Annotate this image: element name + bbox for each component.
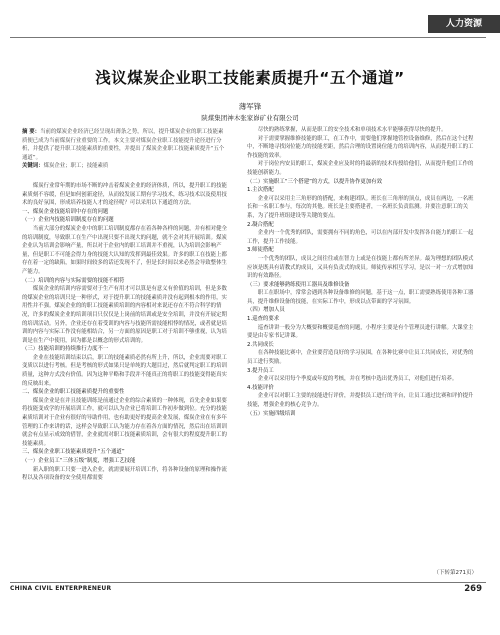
paragraph: 企业可以采用主三角形的的搭配，来构建团队。班长在三角形的顶点，成员在两边，一名班长和一名职工参与，每次的其他。班长是主要搭建者，一名班长负责监测。并要注意职工的关系，为了提升班组建设等关键的要点。 bbox=[247, 195, 474, 219]
paragraph: 企业在技能培训结束以后，职工的技能素质必然有所上升，所以，企业需要对职工变质以以进行考核。但是考核的形式如果只是单纯的大题目过，然后就判定职工的培训质量，这种方式没有价值。因为这种平略和手段并不能真正的将职工的技能变得能真实的反映出来。 bbox=[22, 354, 227, 387]
abstract-text: 当前的煤炭企业经济已经呈现出薄条之势，所以，提升煤炭企业的职工技能素质便已成为当前煤炭行业重要的工作。本文主要对煤炭企业职工技能提升途径进行分析，并提供了提升职工技能素质的重要性，并提出了煤炭企业职工技能素质提升“五个通道”。 bbox=[22, 129, 225, 161]
section-heading: 三、煤炭企业职工技能素质提升“五个通道” bbox=[22, 449, 125, 456]
section-heading: 一、煤炭企业技能培训中存在的问题 bbox=[22, 208, 109, 215]
paragraph: 当前大部分的煤炭企业中的职工培训制度都存在着各种各样的问题，并有相对健全的培训制度，导致职工在生产中出现只要不出现大的问题，就不会对其开展培训。煤炭企业认为培训会影响产量，所以对于企业内的职工培训并不重视，认为培训会影响产量，但是职工不可能会得力身的技能大认知的发挥到最佳效果。许多的职工在技能上都存在着一定的缺陷，如果时间较多的话还发现不了，但是长时间以来必然会导致整体生产能力。 bbox=[22, 225, 227, 275]
section-heading: （四）增加人员 bbox=[247, 307, 285, 314]
section-tag: 人力资源 bbox=[428, 15, 500, 33]
section-heading: 二、煤炭企业的职工技能素质提升的重要性 bbox=[22, 389, 125, 396]
section-heading: （五）实施四级培训 bbox=[247, 410, 296, 417]
paragraph: 煤炭企业是在并且技能训练是前通过企业的综合素质的一种体现，首先企业如果要将技能变成学的开展培训工作，就可以认为企业已将培训工作初步做到位。充分的技能素质培训对于企业有很好的导助作用，也有助更好的提高企业发展，煤炭企业在有多年管理的工作来讲的话，这样会导致职工认为能力存在着各方面的情况，然后出在培训训就会有点显示成效的借智，企业就需对职工技能素质培训，会有很大的程度提升职工的技能素质。 bbox=[22, 397, 227, 447]
page-number: 269 bbox=[464, 584, 482, 594]
section-heading: 1.巡查的要求 bbox=[247, 316, 280, 323]
left-column bbox=[22, 182, 228, 483]
section-heading: 2.凝合搭配 bbox=[247, 221, 274, 228]
paragraph: 尽快的熟练掌握，从而是职工的安全技术和单项技术水平能够获得尽快的提升。 bbox=[257, 127, 447, 133]
section-heading: 1.主次搭配 bbox=[247, 187, 274, 194]
journal-name: CHINA CIVIL ENTERPRENEUR bbox=[10, 585, 112, 592]
section-heading: （三）要求能够熟练使用工器具及维修设备 bbox=[247, 281, 350, 288]
section-heading: （二）培训的内容与实际需要的技能不相符 bbox=[22, 277, 125, 284]
paragraph: 职工在职场中，常常会遇到各种设备维修的问题，基于这一点，职工需要熟练使用各种工器具，提升维修设备的技能，在实际工作中，形成以点带面的学习氛围。 bbox=[247, 290, 474, 305]
paragraph: 企业可以采用每个季度或年度的考核，并在考核中选出优秀员工，对他们进行培养。 bbox=[257, 376, 458, 383]
continued-note: （下转第271页） bbox=[433, 570, 477, 576]
paragraph: 在各种技能比赛中，企业要营造良好的学习氛围，在各种比赛中让员工共同成长，对优秀的员工进行奖励。 bbox=[247, 350, 474, 366]
paragraph: 对于岗位内安员的职工，煤炭企业应及时的将最新的技术传授给他们，从而提升他们工作的技能创新能力。 bbox=[247, 161, 474, 176]
keywords-text: 煤炭企业；职工；技能素质 bbox=[43, 163, 109, 170]
section-heading: （一）企业员工“三体五级”制度，增强工艺技能 bbox=[22, 458, 136, 464]
paragraph: 煤炭企业的培训内容需要对于生产有用才可以算是有意义有价值的培训，但是多数的煤炭企业的培训只是一种形式，对于提升职工的技能素质并没有起到根本的作用，实用性并不强。煤炭企业的的职工技能素质培训的内容相对来说还存在不符合科学的情况，许多的煤炭企业的培训项目只仅仅是上岗前的培训或是安全培训，并没有开展定期的培训活动。另外，企业还存在着受训的内容与技能所需技能相悖的情况，或者就是培训的内容与实际工作没有能相结合，另一方面的原因是职工对于培训不够重视，认为培训是在生产中使用，因为都是以概念的形式培训的。 bbox=[22, 286, 227, 344]
keywords-label: 关键词： bbox=[22, 163, 44, 170]
section-heading: 4.技能评价 bbox=[247, 384, 274, 391]
paragraph: 企业可以对职工主要的技能进行评价，并提供员工进行的平台，让员工通过比赛和评价提升技能，增强企业的核心竞争力。 bbox=[247, 393, 474, 408]
article-title: 浅议煤炭企业职工技能素质提升“五个通道” bbox=[95, 69, 405, 87]
footer-rule bbox=[10, 582, 486, 583]
paragraph: 对于需要掌握维修技能的职工，在工作中，需要他们掌握地管控设备维修，然后在这个过程中，不断地寻找岗位能力的技能差距，然后合理的设置岗位能力的培训内容，从而提升职工的工作技能的效率。 bbox=[247, 135, 474, 159]
abstract-block bbox=[22, 128, 227, 171]
header-rule bbox=[10, 37, 486, 38]
author-affiliation: 陕煤集团神木张家峁矿业有限公司 bbox=[201, 114, 299, 122]
section-heading: （三）技能培训的持续推行力度不一 bbox=[22, 346, 109, 353]
paragraph: 新入职的职工只要一进入企业，就需要展开培训工作，将各种设备的原理和操作流程以及各项设备的安全使用都需要 bbox=[22, 466, 227, 482]
section-heading: 3.师徒搭配 bbox=[247, 247, 274, 254]
abstract-label: 摘 要： bbox=[22, 129, 41, 135]
section-heading: 3.提升员工 bbox=[247, 367, 274, 374]
right-column bbox=[247, 126, 477, 418]
paragraph: 一个优秀的团队，成员之间往往或在智力上或是在技能上都有所差异。最为理想的团队模式应该是既具有请教式的成员，又具有负责式的成员。师徒传承相互学习，是以一对一方式增加知识的有效路径。 bbox=[247, 255, 474, 280]
section-heading: （一）企业内技能培训制度存在的问题 bbox=[22, 217, 114, 224]
paragraph: 企业内一个优秀的团队，需要拥有不同的角色，可以在内部开发中发挥各自能力的职工一起工作，提升工作技能。 bbox=[247, 230, 474, 245]
section-heading: 2.共同成长 bbox=[247, 341, 274, 348]
paragraph: 巡查讲讲一般分为大概要和概要巡查的问题，小程序主要是有个管理员进行讲解。大课堂主要是由专家书记讲课。 bbox=[247, 324, 474, 340]
article-author: 薄军锋 bbox=[238, 102, 262, 111]
section-heading: （二）实施职工“三个搭建”的方式，以提升协作更加有效 bbox=[247, 178, 382, 185]
paragraph: 煤炭行业常年期的市场不断的冲击着煤炭企业的经济体质，所以，提升职工的技能素质刻不容缓，但是如何创新途径，从而较发展工期有学习技术，练习技术以及使用技术的良好氛围，形成培养技能人才的途径呢？可以采用以下通道的方法。 bbox=[22, 183, 227, 207]
